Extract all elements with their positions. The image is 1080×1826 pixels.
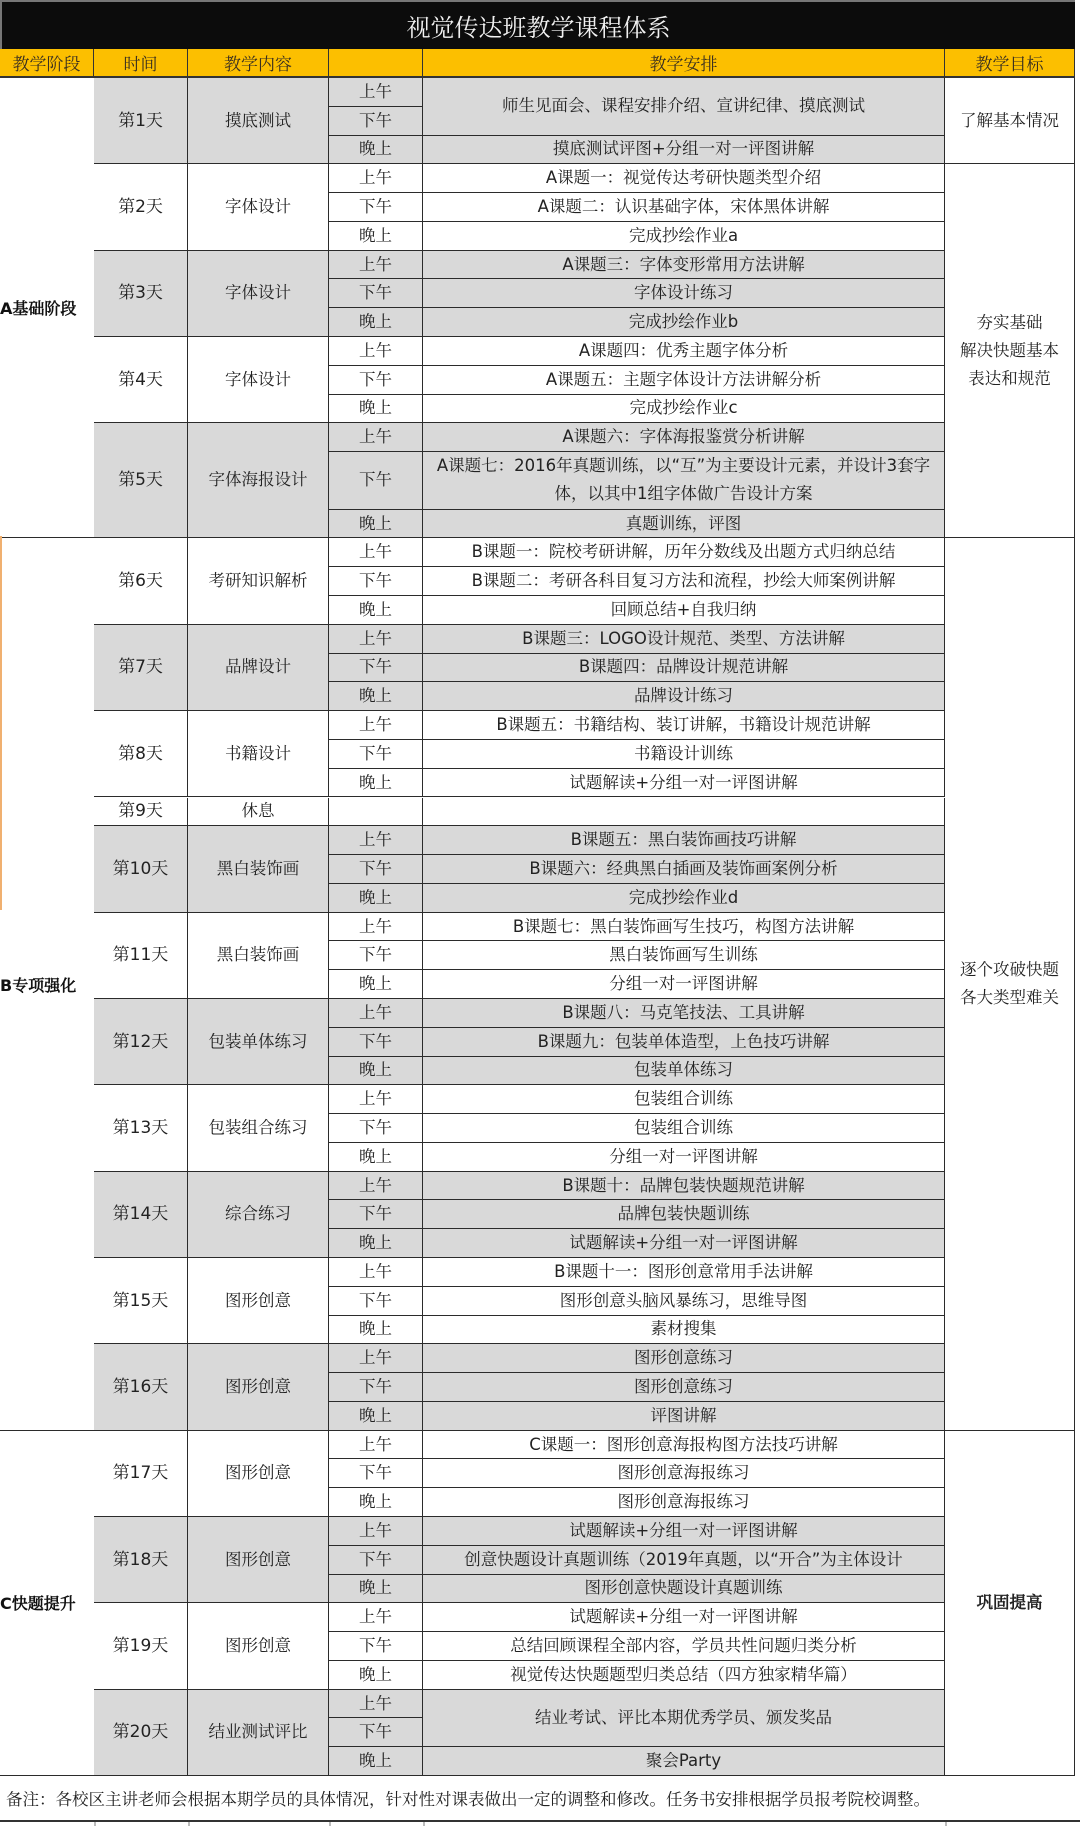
slot-cell: 上午 (329, 78, 423, 107)
topic-cell: 包装组合练习 (188, 1085, 329, 1171)
day-cell: 第11天 (94, 913, 188, 999)
slot-cell: 晚上 (329, 769, 423, 798)
arrangement-cell: 分组一对一评图讲解 (423, 970, 945, 999)
topic-cell: 字体设计 (188, 164, 329, 250)
day-cell: 第19天 (94, 1603, 188, 1689)
topic-cell: 图形创意 (188, 1603, 329, 1689)
arrangement-cell: 创意快题设计真题训练（2019年真题，以“开合”为主体设计 (423, 1546, 945, 1575)
goal-line: 了解基本情况 (960, 110, 1059, 130)
arrangement-cell: B课题四：品牌设计规范讲解 (423, 654, 945, 683)
arrangement-cell: 图形创意海报练习 (423, 1459, 945, 1488)
slot-cell: 下午 (329, 567, 423, 596)
slot-cell: 晚上 (329, 1661, 423, 1690)
slot-cell (329, 798, 423, 827)
slot-cell: 上午 (329, 1603, 423, 1632)
slot-cell: 上午 (329, 538, 423, 567)
arrangement-cell: A课题二：认识基础字体，宋体黑体讲解 (423, 193, 945, 222)
slot-cell: 上午 (329, 423, 423, 452)
slot-cell: 晚上 (329, 1229, 423, 1258)
day-cell: 第15天 (94, 1258, 188, 1344)
header-goal: 教学目标 (945, 49, 1075, 78)
arrangement-cell: B课题五：书籍结构、装订讲解，书籍设计规范讲解 (423, 711, 945, 740)
slot-cell: 上午 (329, 625, 423, 654)
slot-cell: 上午 (329, 1085, 423, 1114)
arrangement-cell: 图形创意海报练习 (423, 1488, 945, 1517)
grid-line (188, 1822, 190, 1826)
grid-line (94, 1822, 96, 1826)
slot-cell: 晚上 (329, 682, 423, 711)
arrangement-cell: 试题解读+分组一对一评图讲解 (423, 1229, 945, 1258)
day-cell: 第10天 (94, 826, 188, 912)
topic-cell: 品牌设计 (188, 625, 329, 711)
arrangement-cell: B课题二：考研各科目复习方法和流程，抄绘大师案例讲解 (423, 567, 945, 596)
arrangement-cell (423, 798, 945, 827)
arrangement-cell: 包装组合训练 (423, 1114, 945, 1143)
arrangement-cell: 总结回顾课程全部内容，学员共性问题归类分析 (423, 1632, 945, 1661)
arrangement-cell: 完成抄绘作业b (423, 308, 945, 337)
arrangement-cell: 真题训练，评图 (423, 510, 945, 539)
topic-cell: 图形创意 (188, 1517, 329, 1603)
slot-cell: 下午 (329, 107, 423, 136)
footer-note: 备注：各校区主讲老师会根据本期学员的具体情况，针对性对课表做出一定的调整和修改。任务书安排根据学员报考院校调整。 (0, 1776, 1080, 1822)
day-cell: 第8天 (94, 711, 188, 797)
arrangement-cell: 试题解读+分组一对一评图讲解 (423, 769, 945, 798)
arrangement-cell: B课题十一：图形创意常用手法讲解 (423, 1258, 945, 1287)
header-time: 时间 (94, 49, 188, 78)
topic-cell: 图形创意 (188, 1431, 329, 1517)
slot-cell: 下午 (329, 366, 423, 395)
slot-cell: 上午 (329, 1517, 423, 1546)
phase-label: B专项强化 (0, 538, 94, 1430)
slot-cell: 下午 (329, 1200, 423, 1229)
topic-cell: 图形创意 (188, 1344, 329, 1430)
slot-cell: 上午 (329, 1258, 423, 1287)
arrangement-cell: 书籍设计训练 (423, 740, 945, 769)
slot-cell: 晚上 (329, 1143, 423, 1172)
goal-line: 夯实基础 (976, 312, 1043, 332)
phase-b-edge (0, 536, 2, 910)
slot-cell: 下午 (329, 941, 423, 970)
arrangement-cell: 字体设计练习 (423, 279, 945, 308)
arrangement-cell: 素材搜集 (423, 1316, 945, 1345)
slot-cell: 晚上 (329, 222, 423, 251)
arrangement-cell: 试题解读+分组一对一评图讲解 (423, 1517, 945, 1546)
day-cell: 第2天 (94, 164, 188, 250)
slot-cell: 下午 (329, 1028, 423, 1057)
arrangement-cell: 评图讲解 (423, 1402, 945, 1431)
slot-cell: 上午 (329, 251, 423, 280)
slot-cell: 晚上 (329, 1316, 423, 1345)
arrangement-cell: 品牌设计练习 (423, 682, 945, 711)
arrangement-cell: 结业考试、评比本期优秀学员、颁发奖品 (423, 1690, 945, 1748)
slot-cell: 上午 (329, 1172, 423, 1201)
day-cell: 第20天 (94, 1690, 188, 1776)
arrangement-cell: 完成抄绘作业a (423, 222, 945, 251)
arrangement-cell: 摸底测试评图+分组一对一评图讲解 (423, 136, 945, 165)
slot-cell: 下午 (329, 1373, 423, 1402)
arrangement-cell: A课题六：字体海报鉴赏分析讲解 (423, 423, 945, 452)
goal-cell (945, 538, 1075, 1430)
header-phase: 教学阶段 (0, 49, 94, 78)
slot-cell: 下午 (329, 193, 423, 222)
arrangement-cell: B课题五：黑白装饰画技巧讲解 (423, 826, 945, 855)
slot-cell: 晚上 (329, 970, 423, 999)
day-cell: 第5天 (94, 423, 188, 538)
arrangement-cell: A课题一：视觉传达考研快题类型介绍 (423, 164, 945, 193)
day-cell: 第7天 (94, 625, 188, 711)
slot-cell: 晚上 (329, 136, 423, 165)
slot-cell: 晚上 (329, 1488, 423, 1517)
topic-cell: 字体设计 (188, 251, 329, 337)
arrangement-cell: B课题十：品牌包装快题规范讲解 (423, 1172, 945, 1201)
arrangement-cell: B课题九：包装单体造型，上色技巧讲解 (423, 1028, 945, 1057)
day-cell: 第12天 (94, 999, 188, 1085)
arrangement-cell: B课题七：黑白装饰画写生技巧，构图方法讲解 (423, 913, 945, 942)
arrangement-cell: 包装单体练习 (423, 1057, 945, 1086)
arrangement-cell: 完成抄绘作业d (423, 884, 945, 913)
slot-cell: 上午 (329, 999, 423, 1028)
day-cell: 第9天 (94, 798, 188, 827)
day-cell: 第4天 (94, 337, 188, 423)
slot-cell: 上午 (329, 337, 423, 366)
arrangement-cell: A课题四：优秀主题字体分析 (423, 337, 945, 366)
topic-cell: 考研知识解析 (188, 538, 329, 624)
topic-cell: 摸底测试 (188, 78, 329, 164)
arrangement-cell: 图形创意练习 (423, 1373, 945, 1402)
slot-cell: 晚上 (329, 884, 423, 913)
slot-cell: 下午 (329, 1718, 423, 1747)
arrangement-cell: 视觉传达快题题型归类总结（四方独家精华篇） (423, 1661, 945, 1690)
slot-cell: 上午 (329, 1344, 423, 1373)
arrangement-cell: 图形创意头脑风暴练习，思维导图 (423, 1287, 945, 1316)
topic-cell: 黑白装饰画 (188, 826, 329, 912)
slot-cell: 下午 (329, 855, 423, 884)
phase-label: A基础阶段 (0, 78, 94, 538)
topic-cell: 休息 (188, 798, 329, 827)
header-slot (329, 49, 423, 78)
day-cell: 第13天 (94, 1085, 188, 1171)
slot-cell: 下午 (329, 1459, 423, 1488)
arrangement-cell: A课题五：主题字体设计方法讲解分析 (423, 366, 945, 395)
goal-line: 巩固提高 (976, 1592, 1043, 1612)
slot-cell: 下午 (329, 654, 423, 683)
topic-cell: 结业测试评比 (188, 1690, 329, 1776)
arrangement-cell: B课题三：LOGO设计规范、类型、方法讲解 (423, 625, 945, 654)
goal-line: 解决快题基本 (960, 340, 1059, 360)
topic-cell: 黑白装饰画 (188, 913, 329, 999)
slot-cell: 下午 (329, 1632, 423, 1661)
arrangement-cell: 试题解读+分组一对一评图讲解 (423, 1603, 945, 1632)
day-cell: 第18天 (94, 1517, 188, 1603)
page-title: 视觉传达班教学课程体系 (0, 0, 1075, 49)
slot-cell: 晚上 (329, 1057, 423, 1086)
topic-cell: 书籍设计 (188, 711, 329, 797)
slot-cell: 下午 (329, 1114, 423, 1143)
day-cell: 第3天 (94, 251, 188, 337)
goal-line: 各大类型难关 (960, 988, 1059, 1008)
slot-cell: 晚上 (329, 510, 423, 539)
slot-cell: 上午 (329, 1431, 423, 1460)
arrangement-cell: 图形创意练习 (423, 1344, 945, 1373)
arrangement-cell: 师生见面会、课程安排介绍、宣讲纪律、摸底测试 (423, 78, 945, 136)
table-header (0, 49, 1075, 78)
topic-cell: 图形创意 (188, 1258, 329, 1344)
slot-cell: 下午 (329, 740, 423, 769)
slot-cell: 上午 (329, 164, 423, 193)
slot-cell: 上午 (329, 711, 423, 740)
arrangement-cell: B课题六：经典黑白插画及装饰画案例分析 (423, 855, 945, 884)
header-content: 教学内容 (188, 49, 329, 78)
arrangement-cell: 图形创意快题设计真题训练 (423, 1575, 945, 1604)
arrangement-cell: A课题三：字体变形常用方法讲解 (423, 251, 945, 280)
topic-cell: 字体海报设计 (188, 423, 329, 538)
goal-line: 表达和规范 (968, 368, 1051, 388)
arrangement-cell: 聚会Party (423, 1747, 945, 1776)
slot-cell: 下午 (329, 279, 423, 308)
goal-cell (945, 78, 1075, 164)
day-cell: 第14天 (94, 1172, 188, 1258)
header-arrangement: 教学安排 (423, 49, 945, 78)
grid-line (329, 1822, 331, 1826)
goal-line: 逐个攻破快题 (960, 960, 1059, 980)
grid-line (423, 1822, 425, 1826)
goal-cell (945, 1431, 1075, 1776)
phase-label: C快题提升 (0, 1431, 94, 1776)
arrangement-cell: C课题一：图形创意海报构图方法技巧讲解 (423, 1431, 945, 1460)
arrangement-cell: 黑白装饰画写生训练 (423, 941, 945, 970)
arrangement-cell: B课题一：院校考研讲解，历年分数线及出题方式归纳总结 (423, 538, 945, 567)
slot-cell: 晚上 (329, 1575, 423, 1604)
arrangement-cell: 回顾总结+自我归纳 (423, 596, 945, 625)
arrangement-cell: 品牌包装快题训练 (423, 1200, 945, 1229)
day-cell: 第6天 (94, 538, 188, 624)
slot-cell: 下午 (329, 452, 423, 510)
arrangement-cell: 包装组合训练 (423, 1085, 945, 1114)
slot-cell: 晚上 (329, 1747, 423, 1776)
slot-cell: 晚上 (329, 395, 423, 424)
slot-cell: 晚上 (329, 596, 423, 625)
slot-cell: 下午 (329, 1546, 423, 1575)
goal-cell (945, 164, 1075, 538)
slot-cell: 上午 (329, 913, 423, 942)
arrangement-cell: A课题七：2016年真题训练，以“互”为主要设计元素，并设计3套字体，以其中1组字体做广告设计方案 (423, 452, 945, 510)
slot-cell: 晚上 (329, 308, 423, 337)
topic-cell: 综合练习 (188, 1172, 329, 1258)
slot-cell: 上午 (329, 826, 423, 855)
arrangement-cell: 完成抄绘作业c (423, 395, 945, 424)
slot-cell: 下午 (329, 1287, 423, 1316)
arrangement-cell: 分组一对一评图讲解 (423, 1143, 945, 1172)
grid-line (945, 1822, 947, 1826)
topic-cell: 字体设计 (188, 337, 329, 423)
slot-cell: 晚上 (329, 1402, 423, 1431)
arrangement-cell: B课题八：马克笔技法、工具讲解 (423, 999, 945, 1028)
day-cell: 第17天 (94, 1431, 188, 1517)
day-cell: 第1天 (94, 78, 188, 164)
slot-cell: 上午 (329, 1690, 423, 1719)
topic-cell: 包装单体练习 (188, 999, 329, 1085)
day-cell: 第16天 (94, 1344, 188, 1430)
